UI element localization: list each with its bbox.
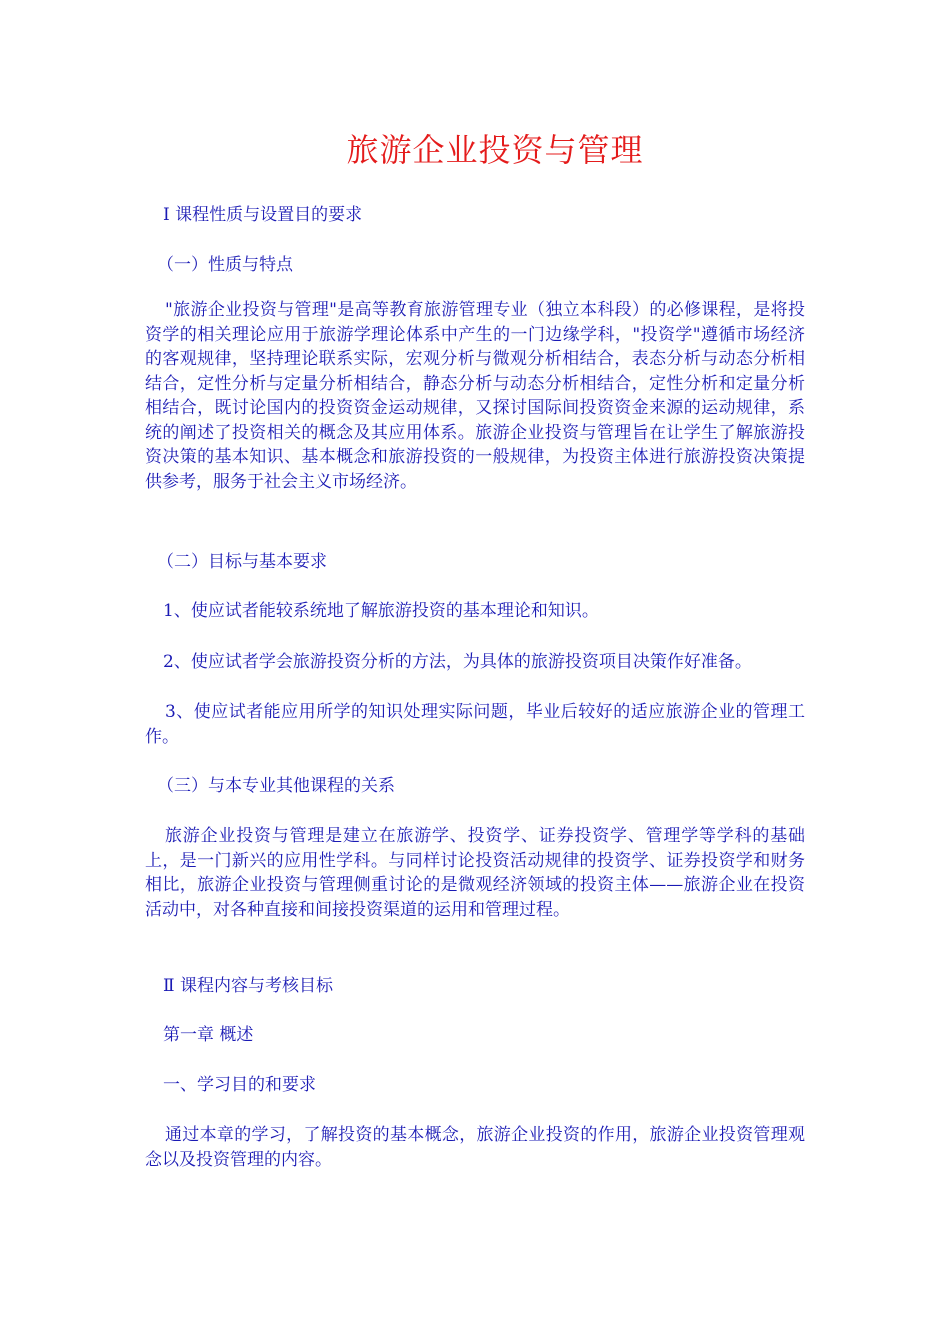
section-2-heading: Ⅱ 课程内容与考核目标 <box>163 976 333 996</box>
chapter-1-subheading: 一、学习目的和要求 <box>163 1075 316 1095</box>
goal-item-2: 2、使应试者学会旅游投资分析的方法，为具体的旅游投资项目决策作好准备。 <box>163 652 752 672</box>
goal-item-3: 3、使应试者能应用所学的知识处理实际问题，毕业后较好的适应旅游企业的管理工作。 <box>145 702 805 747</box>
chapter-1-paragraph: 通过本章的学习，了解投资的基本概念，旅游企业投资的作用，旅游企业投资管理观念以及投资管理的内容。 <box>145 1125 805 1170</box>
document-title: 旅游企业投资与管理 <box>346 131 644 169</box>
subsection-1-paragraph: "旅游企业投资与管理"是高等教育旅游管理专业（独立本科段）的必修课程，是将投资学的相关理论应用于旅游学理论体系中产生的一门边缘学科，"投资学"遵循市场经济的客观规律，坚持理论联系实际，宏观分析与微观分析相结合，表态分析与动态分析相结合，定性分析与定量分析相结合，静态分析与动态分析相结合，定性分析和定量分析相结合，既讨论国内的投资资金运动规律，又探讨国际间投资资金来源的运动规律，系统的阐述了投资相关的概念及其应用体系。旅游企业投资与管理旨在让学生了解旅游投资决策的基本知识、基本概念和旅游投资的一般规律，为投资主体进行旅游投资决策提供参考，服务于社会主义市场经济。 <box>145 300 805 492</box>
subsection-2-heading: （二）目标与基本要求 <box>157 552 327 572</box>
subsection-1-heading: （一）性质与特点 <box>157 255 293 275</box>
subsection-3-heading: （三）与本专业其他课程的关系 <box>157 776 395 796</box>
goal-item-1: 1、使应试者能较系统地了解旅游投资的基本理论和知识。 <box>163 601 599 621</box>
section-1-heading: Ⅰ 课程性质与设置目的要求 <box>163 205 363 225</box>
subsection-3-paragraph: 旅游企业投资与管理是建立在旅游学、投资学、证券投资学、管理学等学科的基础上，是一门新兴的应用性学科。与同样讨论投资活动规律的投资学、证券投资学和财务相比，旅游企业投资与管理侧重讨论的是微观经济领域的投资主体——旅游企业在投资活动中，对各种直接和间接投资渠道的运用和管理过程。 <box>145 826 805 920</box>
chapter-1-heading: 第一章 概述 <box>163 1025 254 1045</box>
